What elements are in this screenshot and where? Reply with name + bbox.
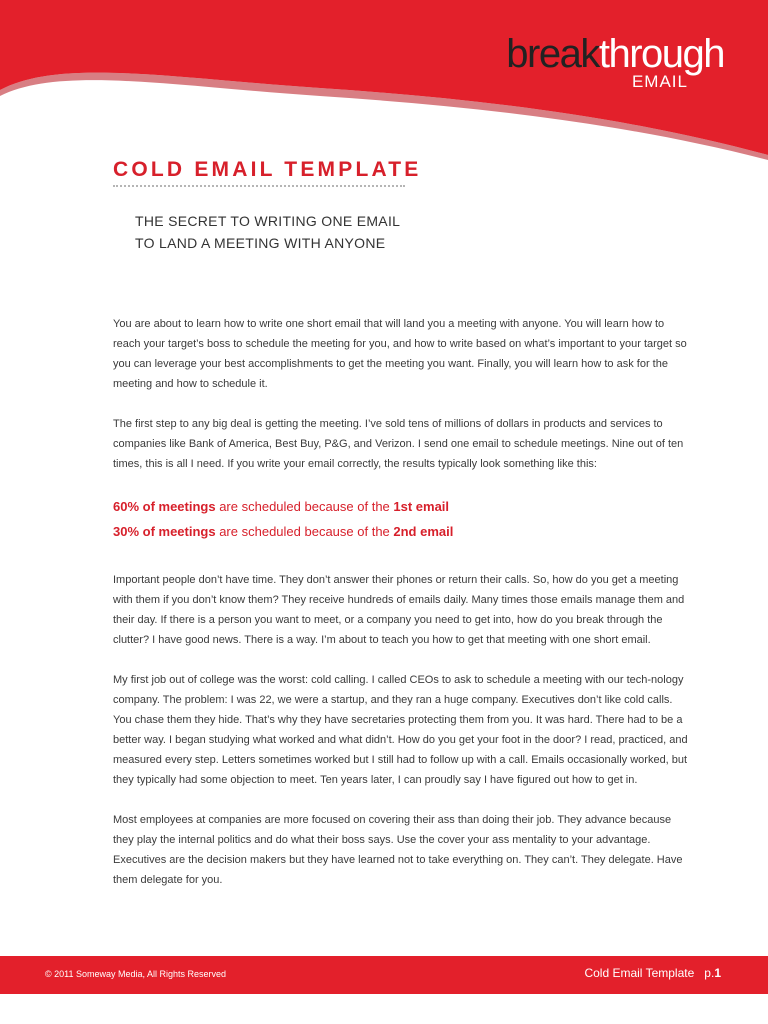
stat-1-tail: 1st email (393, 499, 450, 514)
subtitle-line-2: TO LAND A MEETING WITH ANYONE (135, 235, 386, 251)
stat-2-middle: are scheduled because of the (215, 524, 394, 539)
stat-2-tail: 2nd email (393, 524, 454, 539)
paragraph-intro: You are about to learn how to write one short email that will land you a meeting with anyone. You will learn how to reach your target’s boss to schedule the meeting for you, and how to write based on what’s important to your target so you can leverage your best accomplishments to get the meeting you want. Finally, you will learn how to ask for the meeting and how to schedule it. (113, 318, 687, 390)
stat-2-lead: 30% of meetings (113, 524, 216, 539)
page-number: 1 (714, 966, 721, 980)
title-dotted-rule (113, 185, 405, 187)
document-subtitle (135, 210, 535, 254)
body-text (113, 314, 688, 910)
footer-bar (0, 956, 768, 994)
stat-line-1 (113, 494, 688, 519)
logo-text-break: break (506, 32, 599, 76)
document-title: COLD EMAIL TEMPLATE (113, 158, 422, 181)
copyright-text: © 2011 Someway Media, All Rights Reserved (45, 969, 227, 979)
paragraph-first-job: My first job out of college was the worst: cold calling. I called CEOs to ask to schedule a meeting with our tech-nology company. The problem: I was 22, we were a startup, and they ran a huge company. Executives don’t like cold calls. You chase them they hide. That’s why they have secretaries protecting them from you. It was hard. There had to be a better way. I began studying what worked and what didn’t. How do you get your foot in the door? I read, practiced, and measured every step. Letters sometimes worked but I still had to follow up with a call. Emails occasionally worked, but they typically had some objection to meet. Ten years later, I can proudly say I have figured out how to get in. (113, 674, 688, 786)
stat-line-2 (113, 519, 688, 544)
stat-1-middle: are scheduled because of the (215, 499, 394, 514)
footer-doc-name: Cold Email Template (584, 966, 695, 980)
paragraph-first-step: The first step to any big deal is getting the meeting. I’ve sold tens of millions of dollars in products and services to companies like Bank of America, Best Buy, P&G, and Verizon. I send one email to schedule meetings. Nine out of ten times, this is all I need. If you write your email correctly, the results typically look something like this: (113, 418, 684, 470)
logo-text-email: EMAIL (631, 72, 688, 91)
paragraph-employees: Most employees at companies are more focused on covering their ass than doing their job. They advance because they play the internal politics and do what their boss says. Use the cover your ass mentality to your advantage. Executives are the decision makers but they have learned not to take everything on. They can’t. They delegate. Have them delegate for you. (113, 814, 683, 886)
stat-1-lead: 60% of meetings (113, 499, 216, 514)
subtitle-line-1: THE SECRET TO WRITING ONE EMAIL (135, 213, 401, 229)
meeting-stats (113, 494, 688, 544)
page-prefix: p. (704, 966, 715, 980)
paragraph-important-people: Important people don’t have time. They don’t answer their phones or return their calls. So, how do you get a meeting with them if you don’t know them? They receive hundreds of emails daily. Many times those emails manage them and their day. If there is a person you want to meet, or a company you need to get into, how do you break through the clutter? I have good news. There is a way. I’m about to teach you how to get that meeting with one short email. (113, 574, 685, 646)
page-reference (584, 966, 721, 980)
logo-text-through: through (598, 32, 724, 76)
brand-logo (506, 34, 724, 90)
